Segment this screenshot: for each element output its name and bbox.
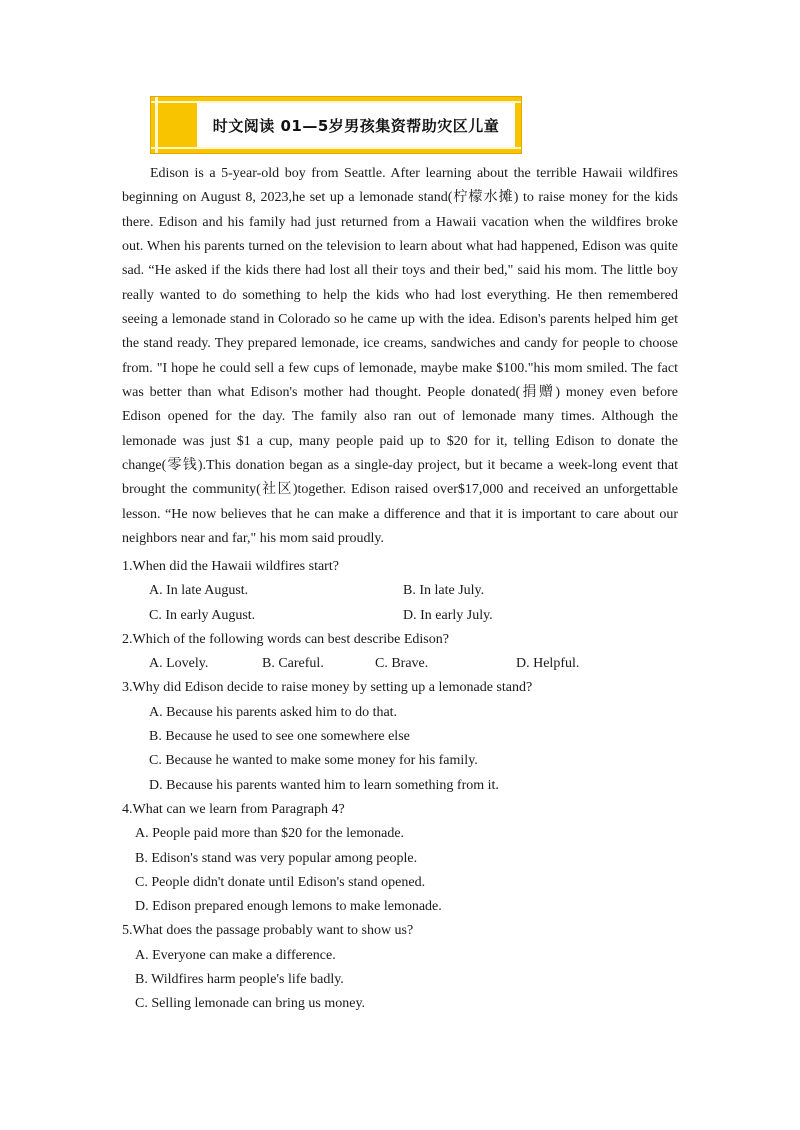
option: D. In early July. <box>403 607 493 623</box>
option: B. Edison's stand was very popular among people. <box>135 850 418 866</box>
option: B. Careful. <box>262 656 324 672</box>
question-list <box>122 555 682 1017</box>
option: C. People didn't donate until Edison's stand opened. <box>135 874 426 890</box>
option: A. Lovely. <box>149 656 209 672</box>
option: C. In early August. <box>149 607 256 623</box>
option: A. People paid more than $20 for the lemonade. <box>135 826 405 842</box>
option: C. Because he wanted to make some money for his family. <box>149 753 478 769</box>
option: B. Wildfires harm people's life badly. <box>135 972 344 988</box>
option: A. Because his parents asked him to do that. <box>149 704 398 720</box>
options-row <box>122 579 682 603</box>
question-stem: 1.When did the Hawaii wildfires start? <box>122 559 339 574</box>
option: B. Because he used to see one somewhere else <box>149 729 410 745</box>
option: C. Selling lemonade can bring us money. <box>135 996 366 1012</box>
question-stem: 5.What does the passage probably want to show us? <box>122 923 414 939</box>
question-stem: 2.Which of the following words can best describe Edison? <box>122 631 449 647</box>
page-title: 时文阅读 01—5岁男孩集资帮助灾区儿童 <box>212 116 500 135</box>
title-banner <box>150 96 522 154</box>
question-stem: 3.Why did Edison decide to raise money by setting up a lemonade stand? <box>122 680 533 696</box>
reading-passage: Edison is a 5-year-old boy from Seattle. After learning about the terrible Hawaii wildfires beginning on August 8, 2023,he set up a lemonade stand(柠檬水摊) to raise money for the kids there. Edison and his family had just returned from a Hawaii vacation when the wildfires broke out. When his parents turned on the television to learn about what had happened, Edison was quite sad. “He asked if the kids there had lost all their toys and their bed," said his mom. The little boy really wanted to do something to help the kids who had lost everything. He then remembered seeing a lemonade stand in Colorado so he came up with the idea. Edison's parents helped him get the stand ready. They prepared lemonade, ice creams, sandwiches and candy for people to choose from. "I hope he could sell a few cups of lemonade, maybe make $100."his mom smiled. The fact was better than what Edison's mother had thought. People donated(捐赠) money even before Edison opened for the day. The family also ran out of lemonade many times. Although the lemonade was just $1 a cup, many people paid up to $20 for it, telling Edison to donate the change(零钱).This donation began as a single-day project, but it became a week-long event that brought the community(社区)together. Edison raised over$17,000 and received an unforgettable lesson. “He now believes that he can make a difference and that it is important to care about our neighbors near and far," his mom said proudly. <box>122 166 678 547</box>
option: D. Because his parents wanted him to learn something from it. <box>149 777 499 793</box>
option: C. Brave. <box>375 656 429 672</box>
option: A. In late August. <box>149 583 249 599</box>
options-row <box>122 604 682 628</box>
option: A. Everyone can make a difference. <box>135 947 336 963</box>
option: D. Edison prepared enough lemons to make lemonade. <box>135 899 442 915</box>
banner-stripe <box>151 147 521 149</box>
banner-inner <box>197 103 515 147</box>
question-stem: 4.What can we learn from Paragraph 4? <box>122 801 345 817</box>
option: D. Helpful. <box>516 656 580 672</box>
banner-stripe <box>155 97 158 153</box>
options-row <box>122 652 682 676</box>
option: B. In late July. <box>403 583 485 599</box>
